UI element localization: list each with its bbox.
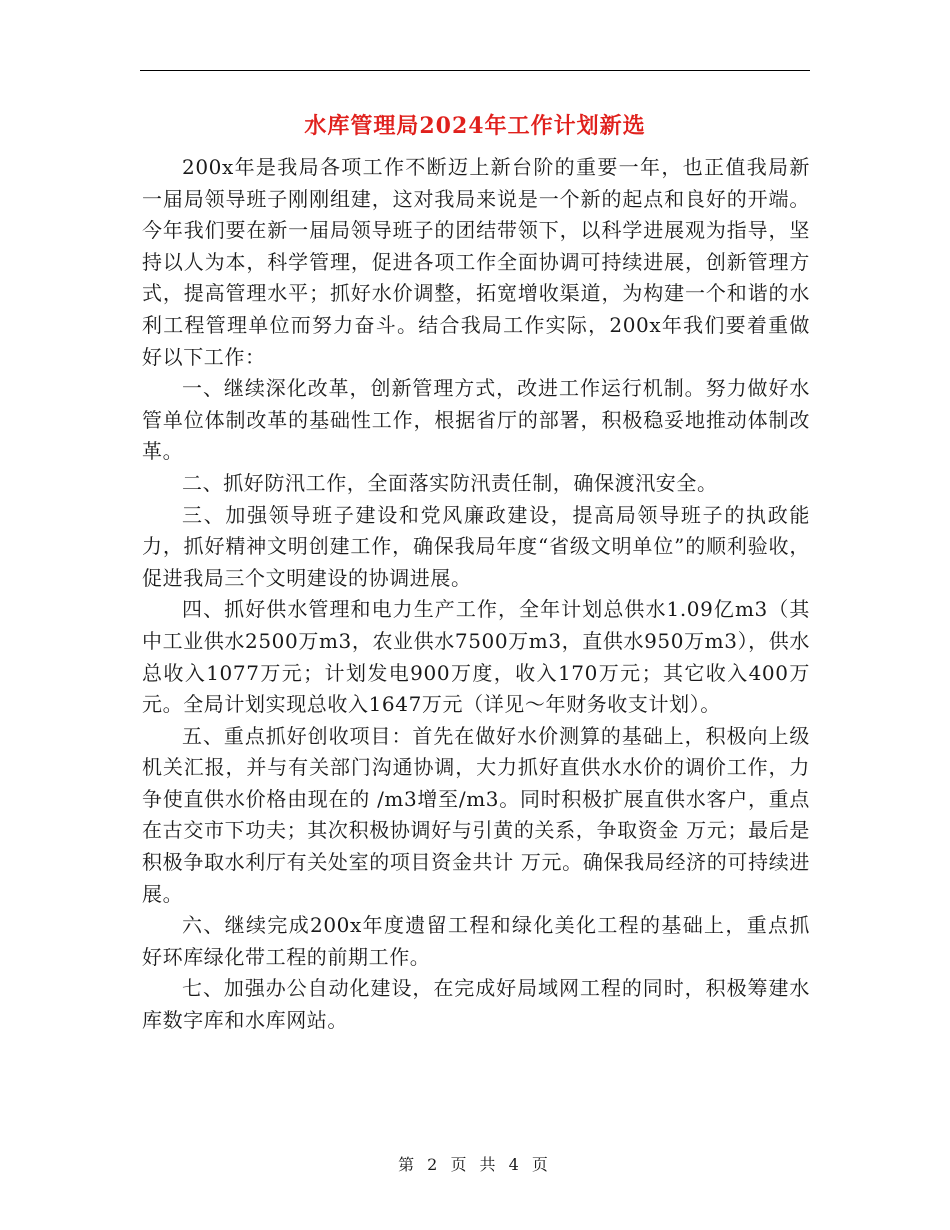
paragraph-item-1: 一、继续深化改革，创新管理方式，改进工作运行机制。努力做好水管单位体制改革的基础性工作，根据省厅的部署，积极稳妥地推动体制改革。: [142, 376, 810, 464]
page-number-footer: 第 2 页 共 4 页: [398, 1155, 552, 1174]
paragraph-item-2: 二、抓好防汛工作，全面落实防汛责任制，确保渡汛安全。: [182, 470, 718, 495]
paragraph-item-4: 四、抓好供水管理和电力生产工作，全年计划总供水1.09亿m3（其中工业供水2500万m3，农业供水7500万m3，直供水950万m3），供水总收入1077万元；计划发电900万度，收入170万元；其它收入400万元。全局计划实现总收入1647万元（详见～年财务收支计划）。: [142, 597, 810, 717]
paragraph-item-3: 三、加强领导班子建设和党风廉政建设，提高局领导班子的执政能力，抓好精神文明创建工作，确保我局年度“省级文明单位”的顺利验收，促进我局三个文明建设的协调进展。: [142, 502, 810, 590]
paragraph-item-6: 六、继续完成200x年度遗留工程和绿化美化工程的基础上，重点抓好环库绿化带工程的前期工作。: [142, 913, 810, 969]
paragraph-item-5: 五、重点抓好创收项目：首先在做好水价测算的基础上，积极向上级机关汇报，并与有关部门沟通协调，大力抓好直供水水价的调价工作，力争使直供水价格由现在的 /m3增至/m3。同时积极扩展直供水客户，重点在古交市下功夫；其次积极协调好与引黄的关系，争取资金 万元；最后是积极争取水利厅有关处室的项目资金共计 万元。确保我局经济的可持续进展。: [142, 723, 810, 906]
header-rule: [140, 70, 810, 71]
paragraph-intro: 200x年是我局各项工作不断迈上新台阶的重要一年，也正值我局新一届局领导班子刚刚组建，这对我局来说是一个新的起点和良好的开端。今年我们要在新一届局领导班子的团结带领下，以科学进展观为指导，坚持以人为本，科学管理，促进各项工作全面协调可持续进展，创新管理方式，提高管理水平；抓好水价调整，拓宽增收渠道，为构建一个和谐的水利工程管理单位而努力奋斗。结合我局工作实际，200x年我们要着重做好以下工作：: [142, 155, 810, 369]
paragraph-item-7: 七、加强办公自动化建设，在完成好局域网工程的同时，积极筹建水库数字库和水库网站。: [142, 976, 810, 1033]
document-title: 水库管理局2024年工作计划新选: [304, 113, 646, 139]
document-body: [142, 152, 810, 1037]
